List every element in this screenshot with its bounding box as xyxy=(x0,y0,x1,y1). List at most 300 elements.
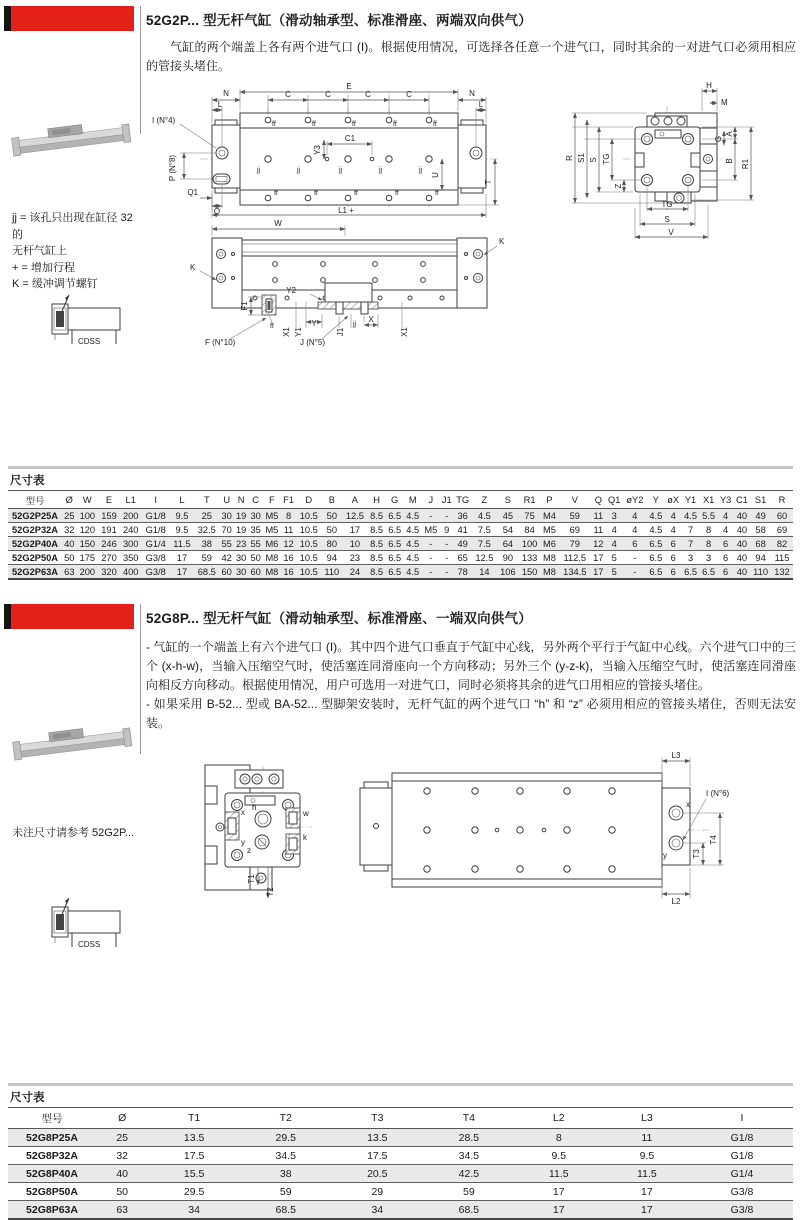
model-cell: 52G2P25A xyxy=(12,510,58,521)
table1-caption: 尺寸表 xyxy=(10,475,45,487)
table2-caption: 尺寸表 xyxy=(10,1092,45,1104)
dim-label-T3: T3 xyxy=(692,849,701,859)
value-cell: 79 xyxy=(569,538,580,549)
value-cell: 17 xyxy=(552,1203,565,1216)
table-row xyxy=(8,1129,793,1147)
value-cell: 132 xyxy=(774,566,790,577)
column-header: Y3 xyxy=(719,494,732,505)
column-header: N xyxy=(237,494,245,505)
value-cell: 10.5 xyxy=(299,538,318,549)
value-cell: 4 xyxy=(632,510,638,521)
value-cell: G3/8 xyxy=(730,1185,754,1198)
value-cell: 6.5 xyxy=(649,538,663,549)
value-cell: 10 xyxy=(349,538,361,549)
value-cell: 4 xyxy=(670,510,676,521)
value-cell: 50 xyxy=(326,524,337,535)
column-header: C1 xyxy=(735,494,748,505)
hole-label-ff: ff xyxy=(270,323,274,330)
value-cell: 6.5 xyxy=(388,538,402,549)
section1-divider xyxy=(140,6,141,134)
value-cell: 10.5 xyxy=(299,524,318,535)
value-cell: M8 xyxy=(265,552,279,563)
dim-label-C: C xyxy=(285,90,291,99)
value-cell: 191 xyxy=(101,524,117,535)
value-cell: 94 xyxy=(326,552,337,563)
value-cell: 17 xyxy=(641,1203,653,1216)
value-cell: 80 xyxy=(326,538,337,549)
value-cell: 7 xyxy=(687,524,694,535)
value-cell: 68.5 xyxy=(458,1203,480,1216)
value-cell: 4.5 xyxy=(406,510,420,521)
product-photo-52g2p xyxy=(7,108,135,160)
value-cell: - xyxy=(429,538,433,549)
dim-label-TG: TG xyxy=(661,200,673,209)
value-cell: 40 xyxy=(736,510,748,521)
value-cell: 70 xyxy=(221,524,232,535)
value-cell: 12 xyxy=(283,538,294,549)
value-cell: 12 xyxy=(593,538,604,549)
dim-label-Q: Q xyxy=(213,207,221,216)
value-cell: 78 xyxy=(457,566,468,577)
column-header: Y1 xyxy=(684,494,697,505)
value-cell: 49 xyxy=(457,538,468,549)
column-header: X1 xyxy=(702,494,715,505)
column-header: J xyxy=(428,494,434,505)
value-cell: 17.5 xyxy=(183,1149,205,1162)
dim-label-T2: T2 xyxy=(266,887,275,897)
dim-label-C: C xyxy=(365,90,371,99)
value-cell: 40 xyxy=(736,552,748,563)
value-cell: 94 xyxy=(755,552,766,563)
value-cell: 11 xyxy=(283,524,294,535)
section1-paragraph xyxy=(146,38,796,76)
value-cell: 34 xyxy=(371,1203,384,1216)
column-header: T3 xyxy=(371,1112,384,1124)
value-cell: 82 xyxy=(776,538,788,549)
dimension-table-2 xyxy=(8,1083,793,1220)
dim-label-Q1: Q1 xyxy=(187,188,198,197)
value-cell: 4.5 xyxy=(649,510,663,521)
dim-label-L: L xyxy=(217,100,223,109)
dim-label-X1: X1 xyxy=(282,327,291,337)
hole-label-jj: jj xyxy=(379,167,383,174)
value-cell: 8 xyxy=(555,1131,562,1144)
value-cell: 400 xyxy=(122,566,139,577)
value-cell: 3 xyxy=(687,552,694,563)
header-row xyxy=(8,491,793,509)
value-cell: 4 xyxy=(723,524,729,535)
value-cell: 133 xyxy=(521,552,538,563)
dim-label-L: L xyxy=(478,100,484,109)
value-cell: 9.5 xyxy=(551,1149,567,1162)
value-cell: 11 xyxy=(641,1131,653,1144)
dim-label-X1: X1 xyxy=(400,327,409,337)
value-cell: - xyxy=(445,538,449,549)
value-cell: 29.5 xyxy=(183,1185,205,1198)
value-cell: 65 xyxy=(457,552,468,563)
value-cell: 120 xyxy=(79,524,96,535)
value-cell: 4.5 xyxy=(406,566,420,577)
value-cell: 58 xyxy=(755,524,766,535)
dim-label-B: B xyxy=(725,158,734,164)
dim-label-T: T xyxy=(484,179,493,185)
value-cell: 8.5 xyxy=(370,524,384,535)
dim-label-X: X xyxy=(368,315,374,324)
dim-label-K: K xyxy=(190,263,196,272)
value-cell: G1/4 xyxy=(145,538,166,549)
dim-label-R1: R1 xyxy=(741,158,750,170)
value-cell: 6.5 xyxy=(649,566,663,577)
dim-label-T4: T4 xyxy=(709,835,718,845)
dim-label-C: C xyxy=(406,90,412,99)
port-label-z: z xyxy=(247,846,251,855)
value-cell: 63 xyxy=(116,1203,129,1216)
value-cell: 4.5 xyxy=(684,510,698,521)
dim-label-F-n10: F (N°10) xyxy=(205,338,236,347)
value-cell: 68.5 xyxy=(275,1203,296,1216)
column-header: C xyxy=(252,494,259,505)
product-photo-52g8p xyxy=(8,712,136,764)
dim-label-I-n6: I (N°6) xyxy=(706,789,730,798)
hole-label-ff: ff xyxy=(312,121,316,128)
column-header: U xyxy=(223,494,231,505)
value-cell: G3/8 xyxy=(145,552,166,563)
value-cell: 32 xyxy=(64,524,75,535)
value-cell: - xyxy=(445,552,449,563)
table-row xyxy=(8,1165,793,1183)
dim-label-L1: L1 + xyxy=(338,206,354,215)
hole-label-jj: jj xyxy=(419,167,423,174)
value-cell: M5 xyxy=(424,524,438,535)
dim-label-A: A xyxy=(725,131,734,137)
value-cell: 13.5 xyxy=(367,1131,388,1144)
model-cell: 52G8P32A xyxy=(26,1149,78,1162)
table-row xyxy=(8,523,793,537)
value-cell: 112.5 xyxy=(563,552,587,563)
value-cell: 35 xyxy=(250,524,261,535)
dim-label-H: H xyxy=(706,81,712,90)
dim-label-M: M xyxy=(721,98,728,107)
value-cell: 4 xyxy=(632,524,638,535)
value-cell: 5 xyxy=(611,552,617,563)
value-cell: 6.5 xyxy=(388,524,402,535)
value-cell: G1/8 xyxy=(730,1131,754,1144)
value-cell: 29 xyxy=(371,1185,384,1198)
value-cell: 40 xyxy=(736,524,748,535)
port-label-w: w xyxy=(303,809,309,818)
column-header: T2 xyxy=(279,1112,292,1124)
dim-label-N: N xyxy=(469,89,475,98)
value-cell: 30 xyxy=(235,552,247,563)
value-cell: 8 xyxy=(285,510,292,521)
table-row xyxy=(8,1183,793,1201)
column-header: W xyxy=(82,494,92,505)
value-cell: 115 xyxy=(774,552,790,563)
hole-label-ff: ff xyxy=(272,121,276,128)
dim-label-I-n4: I (N°4) xyxy=(152,116,176,125)
value-cell: 34.5 xyxy=(275,1149,296,1162)
value-cell: 150 xyxy=(79,538,96,549)
column-header: E xyxy=(105,494,113,505)
value-cell: M8 xyxy=(265,566,279,577)
value-cell: 4.5 xyxy=(406,552,420,563)
value-cell: - xyxy=(429,552,433,563)
hole-label-ff: ff xyxy=(274,190,278,197)
value-cell: 60 xyxy=(221,566,232,577)
column-header: Q1 xyxy=(608,494,621,505)
note-jj: jj = 该孔只出现在缸径 32 的 xyxy=(12,212,133,241)
column-header: T4 xyxy=(462,1112,476,1124)
table-row xyxy=(8,565,793,580)
value-cell: 5.5 xyxy=(702,510,716,521)
value-cell: 59 xyxy=(463,1185,475,1198)
column-header: D xyxy=(305,494,313,505)
model-cell: 52G8P25A xyxy=(26,1131,78,1144)
column-header: T1 xyxy=(188,1112,201,1124)
value-cell: 50 xyxy=(250,552,261,563)
dim-label-P-n8: P (N°8) xyxy=(168,154,177,182)
hole-label-ff: ff xyxy=(435,190,439,197)
value-cell: - xyxy=(633,566,637,577)
value-cell: 25 xyxy=(116,1131,129,1144)
dim-label-K: K xyxy=(499,237,505,246)
column-header: L3 xyxy=(641,1112,653,1124)
value-cell: 4 xyxy=(723,510,729,521)
value-cell: 12.5 xyxy=(475,552,494,563)
column-header: R1 xyxy=(523,494,536,505)
value-cell: G3/8 xyxy=(145,566,166,577)
value-cell: 6 xyxy=(670,552,676,563)
value-cell: 9.5 xyxy=(639,1149,655,1162)
value-cell: 11 xyxy=(593,510,604,521)
value-cell: 3 xyxy=(611,510,617,521)
value-cell: 23 xyxy=(235,538,247,549)
end-view xyxy=(565,81,754,239)
column-header: 型号 xyxy=(25,495,45,506)
table-row xyxy=(8,509,793,523)
value-cell: 40 xyxy=(116,1167,129,1180)
value-cell: 45 xyxy=(502,510,514,521)
value-cell: M5 xyxy=(543,524,556,535)
value-cell: 17 xyxy=(641,1185,653,1198)
column-header: L2 xyxy=(552,1112,565,1124)
section2-red-marker xyxy=(4,604,134,629)
value-cell: 40 xyxy=(736,566,748,577)
model-cell: 52G8P63A xyxy=(26,1203,78,1216)
value-cell: 36 xyxy=(457,510,468,521)
value-cell: 19 xyxy=(235,524,247,535)
column-header: Ø xyxy=(118,1112,127,1124)
dim-label-Y2: Y2 xyxy=(286,286,296,295)
value-cell: M4 xyxy=(543,510,556,521)
value-cell: 69 xyxy=(776,524,788,535)
value-cell: 270 xyxy=(101,552,117,563)
section2-divider xyxy=(140,604,141,754)
column-header: Y xyxy=(652,494,659,505)
column-header: L xyxy=(179,494,185,505)
drawing-52g2p-views xyxy=(150,78,800,466)
value-cell: 42 xyxy=(221,552,232,563)
value-cell: 84 xyxy=(524,524,535,535)
value-cell: 100 xyxy=(79,510,96,521)
value-cell: 4.5 xyxy=(649,524,663,535)
cdss-label: CDSS xyxy=(78,337,101,346)
value-cell: 41 xyxy=(457,524,468,535)
model-cell: 52G8P50A xyxy=(26,1185,78,1198)
value-cell: 4 xyxy=(670,524,676,535)
value-cell: 6.5 xyxy=(649,552,663,563)
value-cell: 8 xyxy=(706,538,712,549)
value-cell: 50 xyxy=(326,510,337,521)
dim-label-Z: Z xyxy=(614,183,623,189)
table-52g2p xyxy=(8,490,793,580)
dim-label-T1: T1 xyxy=(247,874,256,884)
column-header: P xyxy=(546,494,553,505)
value-cell: 19 xyxy=(235,510,247,521)
value-cell: 8 xyxy=(706,524,712,535)
value-cell: 24 xyxy=(349,566,361,577)
value-cell: 55 xyxy=(221,538,232,549)
value-cell: 7.5 xyxy=(477,538,491,549)
note-jj-2: 无杆气缸上 xyxy=(12,245,67,257)
value-cell: 69 xyxy=(569,524,580,535)
value-cell: 7 xyxy=(687,538,694,549)
table-row xyxy=(8,1201,793,1220)
dim-label-N: N xyxy=(223,89,229,98)
value-cell: 64 xyxy=(502,538,514,549)
value-cell: 49 xyxy=(755,510,766,521)
value-cell: 15.5 xyxy=(183,1167,205,1180)
value-cell: 25 xyxy=(201,510,212,521)
port-label-y: y xyxy=(241,838,245,847)
value-cell: - xyxy=(429,566,433,577)
column-header: R xyxy=(778,494,786,505)
value-cell: 38 xyxy=(279,1167,292,1180)
header-row xyxy=(8,1108,793,1129)
value-cell: 4.5 xyxy=(406,538,420,549)
value-cell: 75 xyxy=(524,510,535,521)
value-cell: 60 xyxy=(776,510,788,521)
value-cell: - xyxy=(445,510,449,521)
value-cell: 17 xyxy=(593,552,604,563)
section1-title: 52G2P... 型无杆气缸（滑动轴承型、标准滑座、两端双向供气） xyxy=(146,13,532,28)
value-cell: 6 xyxy=(723,538,729,549)
column-header: F xyxy=(269,494,275,505)
value-cell: 11.5 xyxy=(173,538,191,549)
value-cell: 200 xyxy=(122,510,139,521)
port-label-x: x xyxy=(686,800,690,809)
hole-label-ff: ff xyxy=(393,121,397,128)
value-cell: 59 xyxy=(569,510,580,521)
value-cell: 6 xyxy=(723,566,729,577)
dim-label-C1: C1 xyxy=(344,134,356,143)
drawing-52g8p-views xyxy=(150,748,800,948)
value-cell: 30 xyxy=(250,510,261,521)
value-cell: 11.5 xyxy=(637,1167,657,1180)
value-cell: 300 xyxy=(122,538,139,549)
value-cell: M5 xyxy=(265,510,279,521)
value-cell: 110 xyxy=(753,566,768,577)
hole-label-jj: jj xyxy=(339,167,343,174)
value-cell: 10.5 xyxy=(299,566,318,577)
column-header: G xyxy=(391,494,399,505)
value-cell: 246 xyxy=(101,538,117,549)
value-cell: 8.5 xyxy=(370,538,384,549)
dim-label-L2: L2 xyxy=(671,897,681,906)
column-header: M xyxy=(408,494,417,505)
value-cell: 8.5 xyxy=(370,552,384,563)
port-label-y: y xyxy=(663,851,667,860)
table-row xyxy=(8,537,793,551)
value-cell: 38 xyxy=(201,538,212,549)
value-cell: 9.5 xyxy=(175,524,189,535)
table-row xyxy=(8,1147,793,1165)
value-cell: 30 xyxy=(235,566,247,577)
dim-label-S: S xyxy=(664,215,670,224)
value-cell: 17.5 xyxy=(367,1149,388,1162)
value-cell: G3/8 xyxy=(730,1203,754,1216)
value-cell: 175 xyxy=(79,552,96,563)
section1-paragraph-text: 气缸的两个端盖上各有两个进气口 (I)。根据使用情况，可选择各任意一个进气口，同时其余的一对进气口必须用相应的管接头堵住。 xyxy=(146,40,796,73)
value-cell: M6 xyxy=(543,538,556,549)
dim-label-C: C xyxy=(325,90,331,99)
hole-label-jj: jj xyxy=(353,321,357,328)
cdss-icon xyxy=(40,292,135,348)
value-cell: 7.5 xyxy=(477,524,491,535)
value-cell: 50 xyxy=(64,552,75,563)
column-header: J1 xyxy=(441,494,452,505)
dim-label-Y3: Y3 xyxy=(313,145,322,155)
table-52g8p xyxy=(8,1107,793,1220)
value-cell: 240 xyxy=(122,524,139,535)
value-cell: 4.5 xyxy=(477,510,491,521)
value-cell: 16 xyxy=(283,566,294,577)
value-cell: 150 xyxy=(521,566,538,577)
value-cell: 59 xyxy=(201,552,212,563)
value-cell: 32 xyxy=(116,1149,129,1162)
value-cell: 5 xyxy=(611,566,617,577)
value-cell: 17 xyxy=(176,566,188,577)
value-cell: 106 xyxy=(500,566,516,577)
value-cell: 13.5 xyxy=(183,1131,205,1144)
hole-label-ff: ff xyxy=(314,190,318,197)
column-header: I xyxy=(740,1112,744,1124)
column-header: H xyxy=(373,494,380,505)
cdss-icon xyxy=(40,895,135,951)
cdss-label: CDSS xyxy=(78,940,101,949)
dim-label-U: U xyxy=(431,172,440,178)
end-view-ports xyxy=(205,765,312,898)
value-cell: 6.5 xyxy=(388,552,402,563)
value-cell: 40 xyxy=(64,538,75,549)
note-k: K = 缓冲调节螺钉 xyxy=(12,278,98,290)
dim-label-J1: J1 xyxy=(336,327,345,337)
value-cell: 6 xyxy=(670,566,676,577)
value-cell: 17 xyxy=(349,524,361,535)
dim-label-W: W xyxy=(274,219,282,228)
value-cell: 25 xyxy=(64,510,75,521)
table-row xyxy=(8,551,793,565)
value-cell: 6 xyxy=(723,552,729,563)
value-cell: 8.5 xyxy=(370,510,384,521)
value-cell: 42.5 xyxy=(458,1167,480,1180)
value-cell: 32.5 xyxy=(197,524,216,535)
value-cell: 90 xyxy=(502,552,514,563)
value-cell: 10.5 xyxy=(299,510,318,521)
value-cell: 159 xyxy=(101,510,117,521)
hole-label-jj: jj xyxy=(297,167,301,174)
model-cell: 52G2P40A xyxy=(12,538,58,549)
